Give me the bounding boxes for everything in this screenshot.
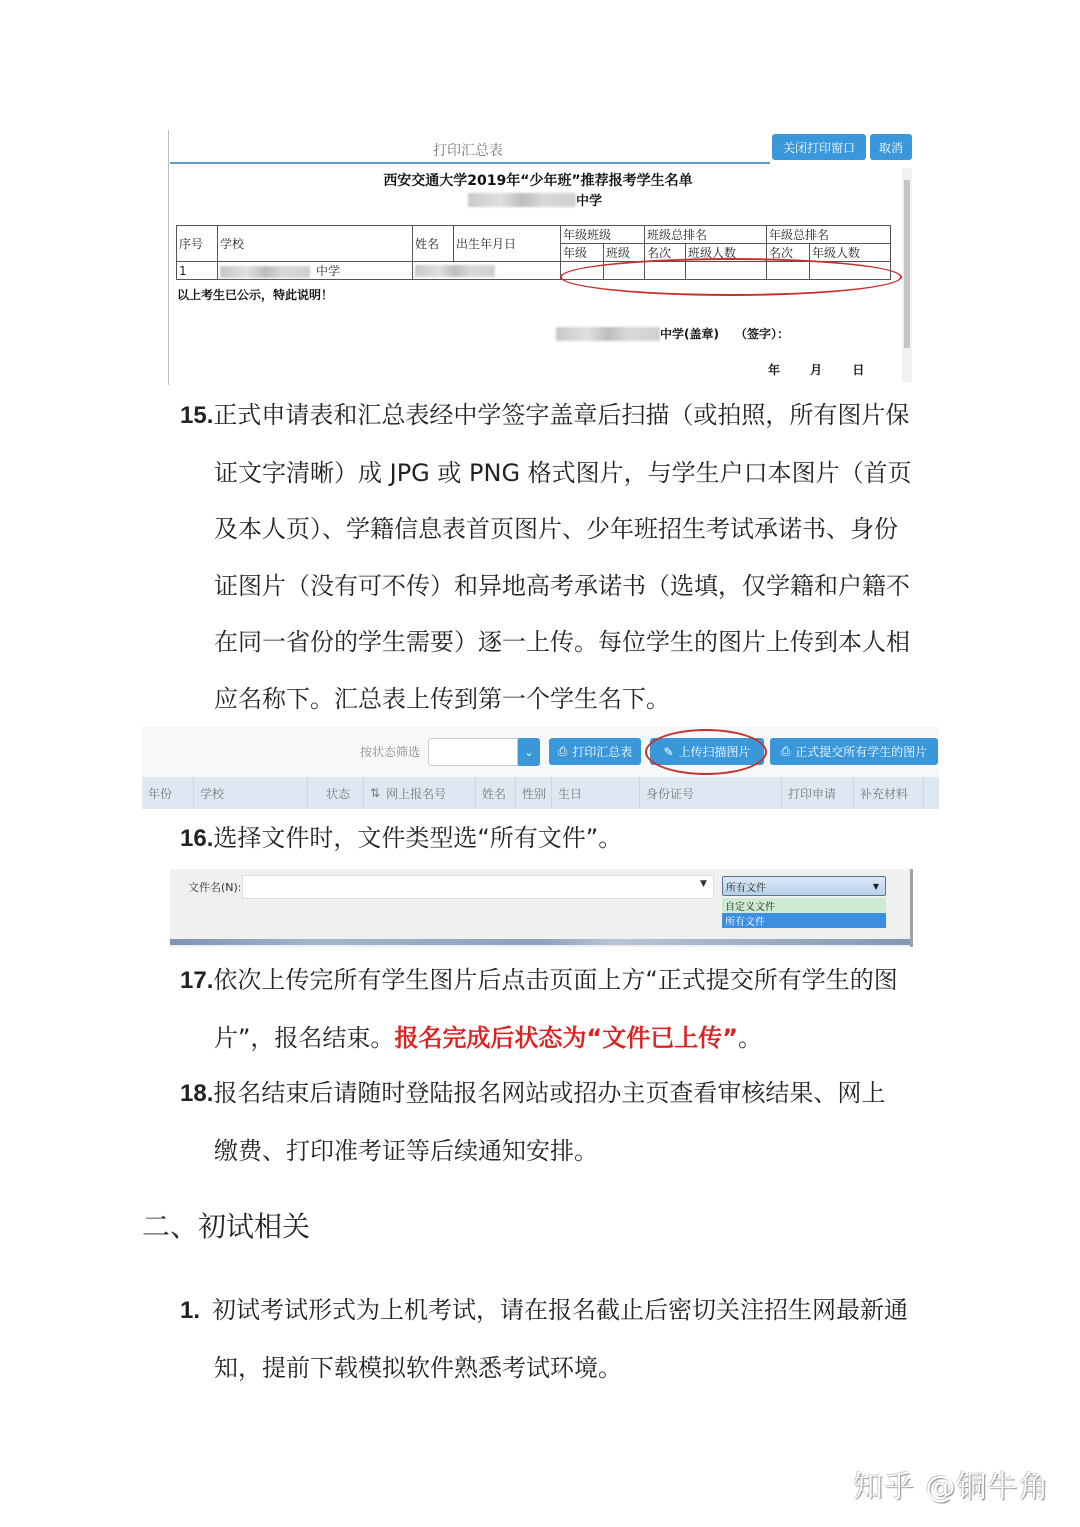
item-number: 1. — [180, 1297, 201, 1324]
step-text: 在同一省份的学生需要）逐一上传。每位学生的图片上传到本人相 — [214, 628, 910, 656]
cell-school — [218, 262, 413, 280]
subheader-class-rank: 名次 — [645, 244, 686, 262]
cell-index: 1 — [177, 262, 218, 280]
column-gender[interactable]: 性别 — [516, 777, 552, 809]
signature-line — [556, 325, 789, 342]
step-text: 报名结束后请随时登陆报名网站或招办主页查看审核结果、网上 — [213, 1079, 886, 1107]
item-text: 知，提前下载模拟软件熟悉考试环境。 — [214, 1353, 622, 1382]
registration-toolbar — [142, 727, 939, 809]
notice-text: 以上考生已公示，特此说明！ — [177, 288, 334, 302]
grid-header — [142, 777, 939, 809]
step-text: 正式申请表和汇总表经中学签字盖章后扫描（或拍照，所有图片保 — [213, 401, 910, 429]
column-id-number[interactable]: 身份证号 — [640, 777, 782, 809]
header-name: 姓名 — [413, 226, 454, 262]
step-number: 15. — [180, 402, 214, 429]
subheader-class: 班级 — [604, 244, 645, 262]
filename-label: 文件名(N): — [188, 881, 242, 894]
column-birthday[interactable]: 生日 — [552, 777, 640, 809]
printer-icon: ⎙ — [780, 744, 791, 758]
school-name — [468, 190, 602, 209]
column-year[interactable]: 年份 — [142, 777, 194, 809]
button-label: 打印汇总表 — [572, 745, 633, 759]
cell-name-birth — [413, 262, 561, 280]
step-text: 片”，报名结束。 — [214, 1023, 395, 1052]
seal-label: 中学(盖章) — [660, 327, 719, 341]
column-school[interactable]: 学校 — [194, 777, 308, 809]
header-grade-class: 年级班级 — [561, 226, 645, 244]
highlight-ellipse — [645, 729, 767, 775]
step-16 — [180, 810, 942, 868]
step-text: 证图片（没有可不传）和异地高考承诺书（选填，仅学籍和户籍不 — [214, 571, 910, 600]
dialog-title: 打印汇总表 — [433, 143, 503, 159]
sign-label: （签字）： — [734, 327, 789, 341]
title-underline — [170, 162, 770, 164]
printer-icon: ⎙ — [557, 744, 568, 758]
print-summary-button[interactable] — [549, 738, 641, 765]
step-17 — [180, 952, 942, 1066]
filter-label: 按状态筛选 — [360, 745, 421, 759]
option-all-files[interactable]: 所有文件 — [722, 913, 886, 928]
close-print-window-button[interactable]: 关闭打印窗口 — [772, 134, 866, 160]
print-summary-dialog — [168, 130, 916, 385]
column-status[interactable]: 状态 — [308, 777, 364, 809]
subheader-class-size: 班级人数 — [686, 244, 767, 262]
dropdown-arrow-icon[interactable]: ▼ — [700, 879, 707, 889]
redacted-name — [415, 265, 495, 277]
option-custom-files[interactable]: 自定义文件 — [722, 898, 886, 913]
school-suffix: 中学 — [576, 194, 603, 209]
item-text: 初试考试形式为上机考试，请在报名截止后密切关注招生网最新通 — [212, 1296, 909, 1324]
dialog-bottom-bar — [170, 939, 910, 945]
school-suffix: 中学 — [316, 264, 341, 278]
chevron-down-icon[interactable]: ⌄ — [518, 738, 540, 766]
step-text: 应名称下。汇总表上传到第一个学生名下。 — [214, 684, 670, 713]
column-supplementary[interactable]: 补充材料 — [854, 777, 924, 809]
filename-input[interactable] — [242, 875, 714, 899]
date-line: 年 月 日 — [768, 363, 865, 377]
section-heading: 二、初试相关 — [142, 1210, 311, 1243]
selected-type: 所有文件 — [726, 882, 766, 894]
header-birth: 出生年月日 — [454, 226, 561, 262]
step-text: 。 — [737, 1023, 762, 1052]
document-title: 西安交通大学2019年“少年班”推荐报考学生名单 — [383, 173, 693, 189]
header-class-rank: 班级总排名 — [645, 226, 767, 244]
redacted-school — [468, 193, 576, 207]
column-label: 网上报名号 — [386, 786, 447, 801]
step-text: 依次上传完所有学生图片后点击页面上方“正式提交所有学生的图 — [213, 966, 898, 994]
column-print-application[interactable]: 打印申请 — [782, 777, 854, 809]
button-label: 上传扫描图片 — [678, 745, 751, 759]
dialog-left-border — [168, 130, 169, 385]
file-type-select[interactable] — [722, 876, 886, 896]
dropdown-arrow-icon: ▼ — [872, 881, 879, 891]
step-number: 17. — [180, 967, 214, 994]
step-text: 证文字清晰）成 JPG 或 PNG 格式图片，与学生户口本图片（首页 — [214, 458, 912, 487]
scrollbar-thumb[interactable] — [904, 180, 910, 348]
watermark: 知乎 @铜牛角 — [853, 1470, 1050, 1505]
section2-item-1 — [180, 1282, 942, 1396]
step-text: 缴费、打印准考证等后续通知安排。 — [214, 1136, 598, 1165]
header-grade-rank: 年级总排名 — [767, 226, 891, 244]
subheader-grade-rank: 名次 — [767, 244, 810, 262]
step-text: 及本人页）、学籍信息表首页图片、少年班招生考试承诺书、身份 — [214, 515, 898, 543]
subheader-grade-size: 年级人数 — [810, 244, 891, 262]
status-filter-select[interactable] — [428, 738, 518, 766]
step-text: 选择文件时，文件类型选“所有文件”。 — [213, 824, 623, 852]
file-open-dialog — [170, 869, 913, 947]
step-number: 18. — [180, 1080, 214, 1107]
redacted-school — [220, 266, 310, 278]
highlight-ellipse — [560, 258, 902, 296]
column-name[interactable]: 姓名 — [476, 777, 516, 809]
step-15 — [180, 387, 942, 727]
sort-icon: ⇅ — [370, 786, 381, 800]
highlight-text: 报名完成后状态为“文件已上传” — [394, 1023, 738, 1052]
header-index: 序号 — [177, 226, 218, 262]
step-text-line2 — [180, 1010, 942, 1067]
step-18 — [180, 1065, 942, 1179]
column-online-id[interactable] — [364, 777, 476, 809]
redacted-school — [556, 327, 660, 341]
header-school: 学校 — [218, 226, 413, 262]
cancel-button[interactable]: 取消 — [870, 134, 912, 160]
button-label: 正式提交所有学生的图片 — [795, 745, 928, 759]
subheader-grade: 年级 — [561, 244, 604, 262]
submit-all-images-button[interactable] — [770, 738, 938, 765]
step-number: 16. — [180, 825, 214, 852]
pencil-icon: ✎ — [663, 744, 674, 759]
